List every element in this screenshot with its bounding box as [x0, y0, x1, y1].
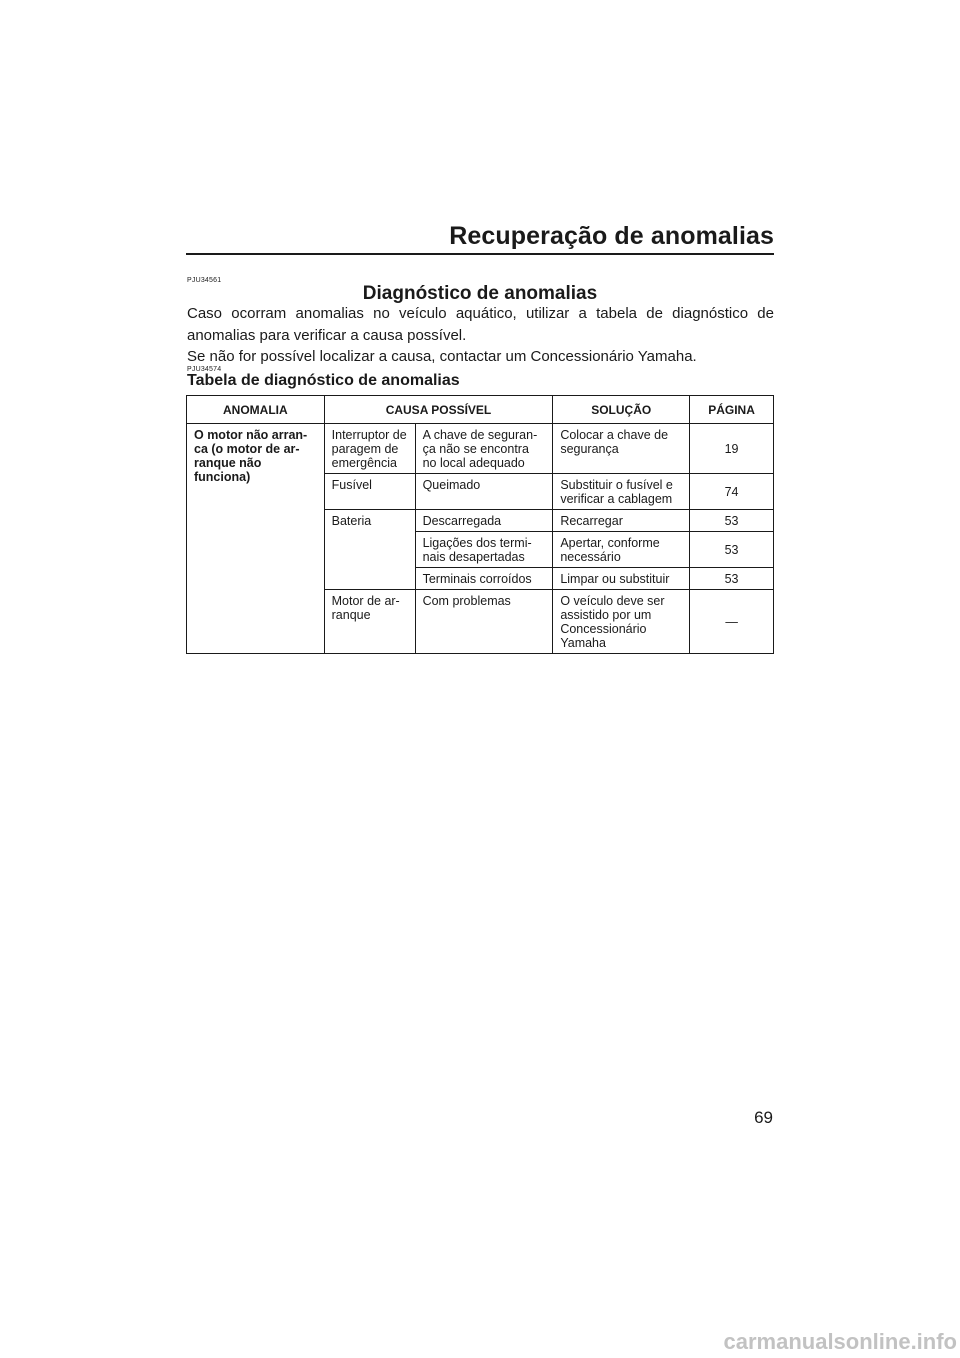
page-cell: 19 [690, 424, 774, 474]
solution-cell: Apertar, conforme necessário [553, 532, 690, 568]
component-cell: Fusível [324, 474, 415, 510]
page-cell: 74 [690, 474, 774, 510]
solution-cell: Colocar a chave de segurança [553, 424, 690, 474]
header-page: PÁGINA [690, 396, 774, 424]
component-cell: Motor de ar- ranque [324, 590, 415, 654]
page-cell: 53 [690, 568, 774, 590]
intro-text [187, 303, 774, 368]
table-row [187, 424, 774, 474]
section-heading: Diagnóstico de anomalias [362, 283, 598, 304]
anomaly-cell: O motor não arran- ca (o motor de ar- ranque não funciona) [187, 424, 325, 654]
cause-cell: Descarregada [415, 510, 553, 532]
solution-cell: Limpar ou substituir [553, 568, 690, 590]
component-cell: Interruptor de paragem de emergência [324, 424, 415, 474]
cause-cell: Com problemas [415, 590, 553, 654]
intro-paragraph-2: Se não for possível localizar a causa, contactar um Concessionário Yamaha. [187, 348, 697, 365]
page-number: 69 [754, 1108, 773, 1127]
subsection-code: PJU34574 [187, 366, 222, 373]
page-cell: 53 [690, 510, 774, 532]
header-anomaly: ANOMALIA [187, 396, 325, 424]
cause-cell: Ligações dos termi- nais desapertadas [415, 532, 553, 568]
subsection-heading: Tabela de diagnóstico de anomalias [187, 372, 460, 389]
cause-cell: Terminais corroídos [415, 568, 553, 590]
section-code: PJU34561 [187, 277, 222, 284]
intro-paragraph-1: Caso ocorram anomalias no veículo aquático, utilizar a tabela de diagnóstico de anomalias para verificar a causa possível. [187, 305, 774, 344]
header-solution: SOLUÇÃO [553, 396, 690, 424]
watermark: carmanualsonline.info [723, 1329, 957, 1354]
page-cell: — [690, 590, 774, 654]
title-divider [186, 253, 774, 255]
table-header-row [187, 396, 774, 424]
diagnosis-table [186, 395, 774, 654]
solution-cell: Substituir o fusível e verificar a cablagem [553, 474, 690, 510]
cause-cell: Queimado [415, 474, 553, 510]
component-cell: Bateria [324, 510, 415, 590]
header-cause: CAUSA POSSÍVEL [324, 396, 553, 424]
solution-cell: Recarregar [553, 510, 690, 532]
page-cell: 53 [690, 532, 774, 568]
page-title: Recuperação de anomalias [449, 222, 774, 250]
cause-cell: A chave de seguran- ça não se encontra no local adequado [415, 424, 553, 474]
solution-cell: O veículo deve ser assistido por um Concessionário Yamaha [553, 590, 690, 654]
